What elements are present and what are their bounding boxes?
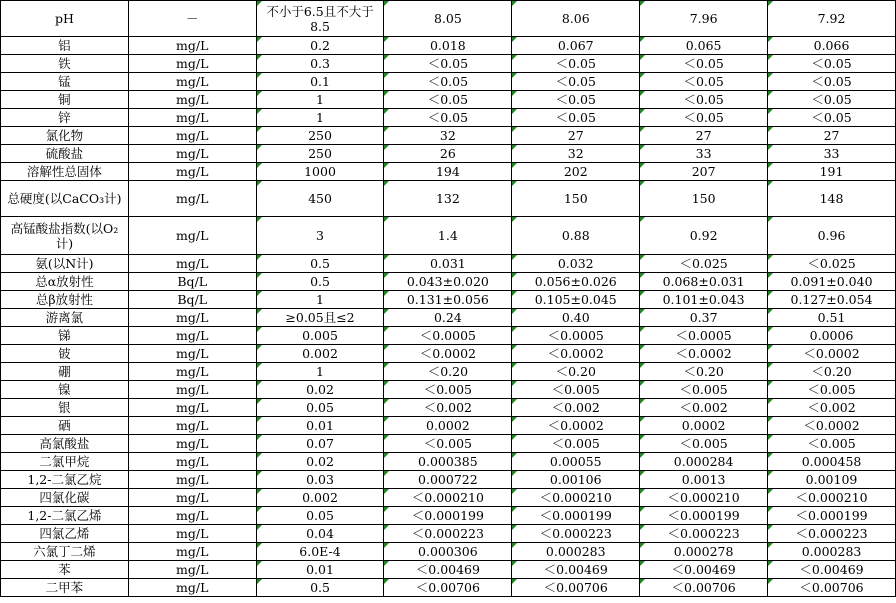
sample-1-cell[interactable]: ＜0.005 (384, 381, 512, 399)
sample-2-cell[interactable]: ＜0.00706 (512, 579, 640, 597)
table-row (1, 543, 896, 561)
table-row (1, 217, 896, 255)
limit-value-cell[interactable]: 1 (256, 91, 384, 109)
table-row (1, 381, 896, 399)
sample-4-cell[interactable]: 33 (768, 145, 896, 163)
sample-1-cell[interactable]: ＜0.00469 (384, 561, 512, 579)
sample-4-cell[interactable]: 0.000283 (768, 543, 896, 561)
sample-2-cell[interactable]: ＜0.05 (512, 109, 640, 127)
parameter-name-cell[interactable]: 二甲苯 (1, 579, 129, 597)
parameter-name-cell[interactable]: 锌 (1, 109, 129, 127)
sample-2-cell[interactable]: 0.067 (512, 37, 640, 55)
parameter-name-cell[interactable]: pH (1, 1, 129, 37)
unit-cell[interactable]: mg/L (128, 255, 256, 273)
limit-value-cell[interactable]: 0.02 (256, 381, 384, 399)
unit-cell[interactable]: mg/L (128, 453, 256, 471)
sample-2-cell[interactable]: 0.40 (512, 309, 640, 327)
parameter-name-cell[interactable]: 氯化物 (1, 127, 129, 145)
table-row (1, 55, 896, 73)
limit-value-cell[interactable]: 1 (256, 363, 384, 381)
sample-2-cell[interactable]: ＜0.20 (512, 363, 640, 381)
sample-2-cell[interactable]: ＜0.000210 (512, 489, 640, 507)
sample-4-cell[interactable]: ＜0.000199 (768, 507, 896, 525)
sample-4-cell[interactable]: 7.92 (768, 1, 896, 37)
parameter-name-cell[interactable]: 总硬度(以CaCO₃计) (1, 181, 129, 217)
sample-1-cell[interactable]: 0.24 (384, 309, 512, 327)
table-row (1, 399, 896, 417)
parameter-name-cell[interactable]: 六氯丁二烯 (1, 543, 129, 561)
unit-cell[interactable]: mg/L (128, 579, 256, 597)
sample-2-cell[interactable]: 27 (512, 127, 640, 145)
sample-4-cell[interactable]: ＜0.00706 (768, 579, 896, 597)
sample-4-cell[interactable]: ＜0.002 (768, 399, 896, 417)
sample-2-cell[interactable]: ＜0.0002 (512, 345, 640, 363)
sample-3-cell[interactable]: 27 (640, 127, 768, 145)
parameter-name-cell[interactable]: 二氯甲烷 (1, 453, 129, 471)
unit-cell[interactable]: mg/L (128, 145, 256, 163)
unit-cell[interactable]: mg/L (128, 37, 256, 55)
sample-4-cell[interactable]: 0.0006 (768, 327, 896, 345)
limit-value-cell[interactable]: 0.07 (256, 435, 384, 453)
sample-2-cell[interactable]: 8.06 (512, 1, 640, 37)
unit-cell[interactable]: mg/L (128, 163, 256, 181)
limit-value-cell[interactable]: 0.2 (256, 37, 384, 55)
limit-value-cell[interactable]: 250 (256, 127, 384, 145)
limit-value-cell[interactable]: ≥0.05且≤2 (256, 309, 384, 327)
parameter-name-cell[interactable]: 苯 (1, 561, 129, 579)
sample-1-cell[interactable]: ＜0.05 (384, 73, 512, 91)
sample-2-cell[interactable]: ＜0.05 (512, 55, 640, 73)
sample-1-cell[interactable]: 0.000306 (384, 543, 512, 561)
sample-4-cell[interactable]: ＜0.005 (768, 435, 896, 453)
unit-cell[interactable]: mg/L (128, 381, 256, 399)
sample-2-cell[interactable]: 202 (512, 163, 640, 181)
unit-cell[interactable]: mg/L (128, 127, 256, 145)
sample-1-cell[interactable]: 0.031 (384, 255, 512, 273)
sample-4-cell[interactable]: ＜0.05 (768, 73, 896, 91)
limit-value-cell[interactable]: 0.5 (256, 579, 384, 597)
unit-cell[interactable]: mg/L (128, 561, 256, 579)
limit-value-cell[interactable]: 0.1 (256, 73, 384, 91)
parameter-name-cell[interactable]: 高氯酸盐 (1, 435, 129, 453)
table-row (1, 471, 896, 489)
table-row (1, 127, 896, 145)
sample-3-cell[interactable]: ＜0.20 (640, 363, 768, 381)
sample-1-cell[interactable]: 0.018 (384, 37, 512, 55)
limit-value-cell[interactable]: 0.005 (256, 327, 384, 345)
sample-3-cell[interactable]: 0.000278 (640, 543, 768, 561)
parameter-name-cell[interactable]: 1,2-二氯乙烯 (1, 507, 129, 525)
sample-3-cell[interactable]: ＜0.00706 (640, 579, 768, 597)
sample-2-cell[interactable]: 0.88 (512, 217, 640, 255)
table-row (1, 109, 896, 127)
sample-3-cell[interactable]: ＜0.005 (640, 435, 768, 453)
sample-1-cell[interactable]: ＜0.000223 (384, 525, 512, 543)
sample-3-cell[interactable]: 0.101±0.043 (640, 291, 768, 309)
sample-3-cell[interactable]: 0.92 (640, 217, 768, 255)
table-row (1, 417, 896, 435)
sample-3-cell[interactable]: 0.068±0.031 (640, 273, 768, 291)
unit-cell[interactable]: mg/L (128, 435, 256, 453)
limit-value-cell[interactable]: 3 (256, 217, 384, 255)
table-row (1, 181, 896, 217)
parameter-name-cell[interactable]: 游离氯 (1, 309, 129, 327)
sample-4-cell[interactable]: ＜0.005 (768, 381, 896, 399)
unit-cell[interactable]: mg/L (128, 181, 256, 217)
sample-1-cell[interactable]: ＜0.20 (384, 363, 512, 381)
sample-1-cell[interactable]: ＜0.05 (384, 109, 512, 127)
sample-1-cell[interactable]: ＜0.000199 (384, 507, 512, 525)
sample-2-cell[interactable]: ＜0.0005 (512, 327, 640, 345)
table-row (1, 345, 896, 363)
sample-3-cell[interactable]: 207 (640, 163, 768, 181)
sample-2-cell[interactable]: ＜0.005 (512, 435, 640, 453)
sample-4-cell[interactable]: 0.000458 (768, 453, 896, 471)
sample-3-cell[interactable]: ＜0.0002 (640, 345, 768, 363)
sample-4-cell[interactable]: ＜0.05 (768, 55, 896, 73)
table-row (1, 145, 896, 163)
sample-1-cell[interactable]: 0.000385 (384, 453, 512, 471)
unit-cell[interactable]: mg/L (128, 73, 256, 91)
limit-value-cell[interactable]: 450 (256, 181, 384, 217)
sample-4-cell[interactable]: 148 (768, 181, 896, 217)
table-row (1, 37, 896, 55)
table-row (1, 435, 896, 453)
parameter-name-cell[interactable]: 锑 (1, 327, 129, 345)
limit-value-cell[interactable]: 0.002 (256, 345, 384, 363)
sample-2-cell[interactable]: 0.105±0.045 (512, 291, 640, 309)
sample-2-cell[interactable]: 0.00106 (512, 471, 640, 489)
unit-cell[interactable]: Bq/L (128, 273, 256, 291)
sample-1-cell[interactable]: ＜0.0005 (384, 327, 512, 345)
unit-cell[interactable]: mg/L (128, 489, 256, 507)
table-row (1, 489, 896, 507)
table-row (1, 507, 896, 525)
parameter-name-cell[interactable]: 铝 (1, 37, 129, 55)
sample-1-cell[interactable]: ＜0.000210 (384, 489, 512, 507)
sample-1-cell[interactable]: ＜0.005 (384, 435, 512, 453)
table-row (1, 525, 896, 543)
sample-3-cell[interactable]: ＜0.000210 (640, 489, 768, 507)
sample-2-cell[interactable]: 150 (512, 181, 640, 217)
parameter-name-cell[interactable]: 氨(以N计) (1, 255, 129, 273)
sample-2-cell[interactable]: 0.056±0.026 (512, 273, 640, 291)
unit-cell[interactable]: mg/L (128, 55, 256, 73)
sample-3-cell[interactable]: 0.37 (640, 309, 768, 327)
limit-value-cell[interactable]: 0.5 (256, 255, 384, 273)
parameter-name-cell[interactable]: 总β放射性 (1, 291, 129, 309)
sample-3-cell[interactable]: 0.065 (640, 37, 768, 55)
table-row (1, 1, 896, 37)
sample-4-cell[interactable]: ＜0.20 (768, 363, 896, 381)
sample-1-cell[interactable]: 194 (384, 163, 512, 181)
sample-4-cell[interactable]: 191 (768, 163, 896, 181)
table-row (1, 309, 896, 327)
sample-4-cell[interactable]: ＜0.05 (768, 109, 896, 127)
sample-1-cell[interactable]: ＜0.0002 (384, 345, 512, 363)
parameter-name-cell[interactable]: 铍 (1, 345, 129, 363)
limit-value-cell[interactable]: 0.3 (256, 55, 384, 73)
sample-3-cell[interactable]: ＜0.002 (640, 399, 768, 417)
sample-3-cell[interactable]: ＜0.05 (640, 55, 768, 73)
unit-cell[interactable]: mg/L (128, 363, 256, 381)
parameter-name-cell[interactable]: 硼 (1, 363, 129, 381)
sample-3-cell[interactable]: ＜0.000199 (640, 507, 768, 525)
parameter-name-cell[interactable]: 锰 (1, 73, 129, 91)
sample-3-cell[interactable]: ＜0.000223 (640, 525, 768, 543)
sample-1-cell[interactable]: 0.131±0.056 (384, 291, 512, 309)
limit-value-cell[interactable]: 0.5 (256, 273, 384, 291)
sample-4-cell[interactable]: ＜0.025 (768, 255, 896, 273)
sample-4-cell[interactable]: 0.066 (768, 37, 896, 55)
unit-cell[interactable]: mg/L (128, 309, 256, 327)
sample-2-cell[interactable]: ＜0.00469 (512, 561, 640, 579)
table-row (1, 453, 896, 471)
sample-4-cell[interactable]: ＜0.000223 (768, 525, 896, 543)
sample-1-cell[interactable]: 0.043±0.020 (384, 273, 512, 291)
sample-2-cell[interactable]: ＜0.000223 (512, 525, 640, 543)
limit-value-cell[interactable]: 0.05 (256, 507, 384, 525)
sample-2-cell[interactable]: ＜0.05 (512, 73, 640, 91)
unit-cell[interactable]: mg/L (128, 471, 256, 489)
unit-cell[interactable]: mg/L (128, 525, 256, 543)
sample-4-cell[interactable]: 0.96 (768, 217, 896, 255)
parameter-name-cell[interactable]: 硫酸盐 (1, 145, 129, 163)
sample-3-cell[interactable]: 7.96 (640, 1, 768, 37)
unit-cell[interactable]: mg/L (128, 507, 256, 525)
table-row (1, 561, 896, 579)
sample-4-cell[interactable]: 0.00109 (768, 471, 896, 489)
table-row (1, 255, 896, 273)
limit-value-cell[interactable]: 0.04 (256, 525, 384, 543)
parameter-name-cell[interactable]: 铜 (1, 91, 129, 109)
limit-value-cell[interactable]: 250 (256, 145, 384, 163)
sample-2-cell[interactable]: 0.00055 (512, 453, 640, 471)
table-row (1, 579, 896, 597)
parameter-name-cell[interactable]: 硒 (1, 417, 129, 435)
limit-value-cell[interactable]: 0.03 (256, 471, 384, 489)
unit-cell[interactable]: mg/L (128, 417, 256, 435)
sample-2-cell[interactable]: ＜0.000199 (512, 507, 640, 525)
sample-4-cell[interactable]: 0.127±0.054 (768, 291, 896, 309)
sample-3-cell[interactable]: ＜0.05 (640, 73, 768, 91)
table-row (1, 163, 896, 181)
table-body (1, 1, 896, 597)
limit-value-cell[interactable]: 1 (256, 109, 384, 127)
sample-1-cell[interactable]: 8.05 (384, 1, 512, 37)
sample-3-cell[interactable]: ＜0.005 (640, 381, 768, 399)
sample-4-cell[interactable]: 0.51 (768, 309, 896, 327)
sample-3-cell[interactable]: ＜0.05 (640, 91, 768, 109)
table-row (1, 327, 896, 345)
table-row (1, 291, 896, 309)
sample-4-cell[interactable]: 27 (768, 127, 896, 145)
sample-2-cell[interactable]: 0.000283 (512, 543, 640, 561)
limit-value-cell[interactable]: 0.002 (256, 489, 384, 507)
limit-value-cell[interactable]: 不小于6.5且不大于8.5 (256, 1, 384, 37)
sample-4-cell[interactable]: ＜0.00469 (768, 561, 896, 579)
sample-3-cell[interactable]: ＜0.05 (640, 109, 768, 127)
limit-value-cell[interactable]: 0.02 (256, 453, 384, 471)
parameter-name-cell[interactable]: 总α放射性 (1, 273, 129, 291)
sample-4-cell[interactable]: ＜0.0002 (768, 345, 896, 363)
parameter-name-cell[interactable]: 高锰酸盐指数(以O₂计) (1, 217, 129, 255)
sample-1-cell[interactable]: 1.4 (384, 217, 512, 255)
limit-value-cell[interactable]: 1000 (256, 163, 384, 181)
sample-1-cell[interactable]: 0.0002 (384, 417, 512, 435)
sample-1-cell[interactable]: ＜0.05 (384, 55, 512, 73)
sample-1-cell[interactable]: 132 (384, 181, 512, 217)
unit-cell[interactable]: mg/L (128, 327, 256, 345)
limit-value-cell[interactable]: 0.05 (256, 399, 384, 417)
sample-3-cell[interactable]: 33 (640, 145, 768, 163)
sample-4-cell[interactable]: ＜0.05 (768, 91, 896, 109)
table-row (1, 91, 896, 109)
sample-1-cell[interactable]: ＜0.05 (384, 91, 512, 109)
table-row (1, 273, 896, 291)
unit-cell[interactable]: mg/L (128, 399, 256, 417)
sample-3-cell[interactable]: ＜0.0005 (640, 327, 768, 345)
sample-3-cell[interactable]: 150 (640, 181, 768, 217)
limit-value-cell[interactable]: 6.0E-4 (256, 543, 384, 561)
parameter-name-cell[interactable]: 银 (1, 399, 129, 417)
unit-cell[interactable]: mg/L (128, 345, 256, 363)
unit-cell[interactable]: mg/L (128, 543, 256, 561)
limit-value-cell[interactable]: 1 (256, 291, 384, 309)
unit-cell[interactable]: Bq/L (128, 291, 256, 309)
sample-4-cell[interactable]: ＜0.0002 (768, 417, 896, 435)
sample-1-cell[interactable]: ＜0.00706 (384, 579, 512, 597)
sample-2-cell[interactable]: 32 (512, 145, 640, 163)
sample-3-cell[interactable]: 0.0013 (640, 471, 768, 489)
sample-4-cell[interactable]: ＜0.000210 (768, 489, 896, 507)
sample-2-cell[interactable]: ＜0.0002 (512, 417, 640, 435)
sample-2-cell[interactable]: ＜0.05 (512, 91, 640, 109)
sample-3-cell[interactable]: ＜0.00469 (640, 561, 768, 579)
unit-cell[interactable]: mg/L (128, 109, 256, 127)
sample-1-cell[interactable]: 0.000722 (384, 471, 512, 489)
sample-2-cell[interactable]: 0.032 (512, 255, 640, 273)
sample-2-cell[interactable]: ＜0.005 (512, 381, 640, 399)
parameter-name-cell[interactable]: 镍 (1, 381, 129, 399)
unit-cell[interactable]: － (128, 1, 256, 37)
unit-cell[interactable]: mg/L (128, 217, 256, 255)
sample-2-cell[interactable]: ＜0.002 (512, 399, 640, 417)
sample-1-cell[interactable]: 26 (384, 145, 512, 163)
sample-1-cell[interactable]: 32 (384, 127, 512, 145)
limit-value-cell[interactable]: 0.01 (256, 417, 384, 435)
unit-cell[interactable]: mg/L (128, 91, 256, 109)
parameter-name-cell[interactable]: 1,2-二氯乙烷 (1, 471, 129, 489)
parameter-name-cell[interactable]: 溶解性总固体 (1, 163, 129, 181)
sample-3-cell[interactable]: 0.000284 (640, 453, 768, 471)
sample-3-cell[interactable]: ＜0.025 (640, 255, 768, 273)
parameter-name-cell[interactable]: 四氯化碳 (1, 489, 129, 507)
sample-4-cell[interactable]: 0.091±0.040 (768, 273, 896, 291)
table-row (1, 73, 896, 91)
sample-1-cell[interactable]: ＜0.002 (384, 399, 512, 417)
limit-value-cell[interactable]: 0.01 (256, 561, 384, 579)
parameter-name-cell[interactable]: 四氯乙烯 (1, 525, 129, 543)
table-row (1, 363, 896, 381)
parameter-name-cell[interactable]: 铁 (1, 55, 129, 73)
sample-3-cell[interactable]: 0.0002 (640, 417, 768, 435)
